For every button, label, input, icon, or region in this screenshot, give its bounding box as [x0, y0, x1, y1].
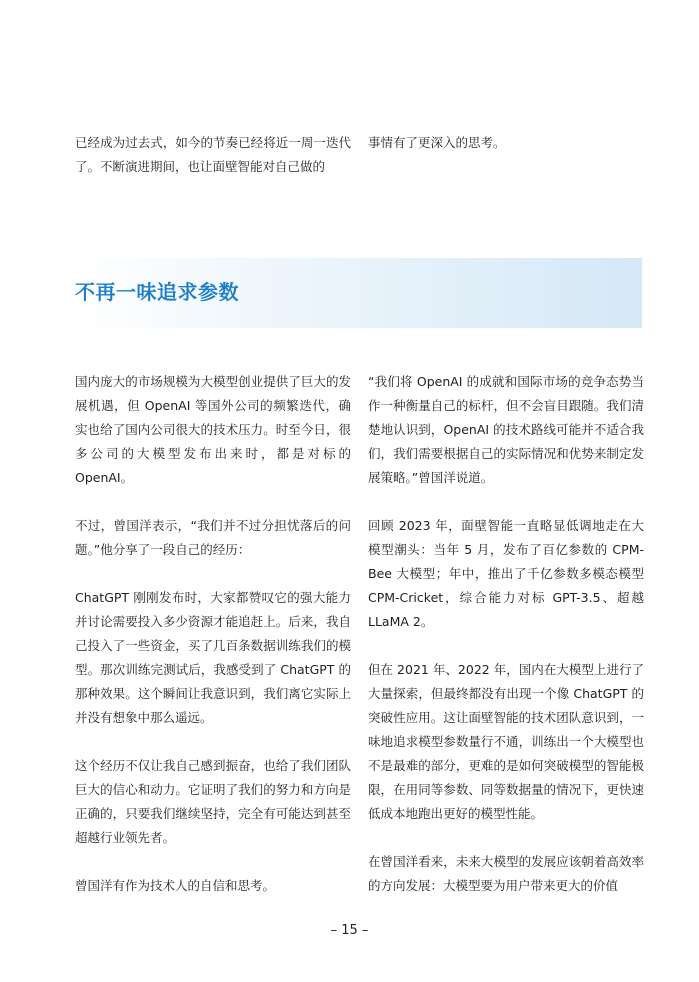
paragraph: “我们将 OpenAI 的成就和国际市场的竞争态势当作一种衡量自己的标杆，但不会盲目跟随。我们清楚地认识到，OpenAI 的技术路线可能并不适合我们，我们需要根据自己的实际情况和优势来制定发展策略。”曾国洋说道。: [368, 374, 644, 485]
body-left-column: [75, 370, 351, 898]
paragraph: 这个经历不仅让我自己感到振奋，也给了我们团队巨大的信心和动力。它证明了我们的努力和方向是正确的，只要我们继续坚持，完全有可能达到甚至超越行业领先者。: [75, 758, 351, 845]
paragraph: 回顾 2023 年，面壁智能一直略显低调地走在大模型潮头：当年 5 月，发布了百亿参数的 CPM-Bee 大模型；年中，推出了千亿参数多模态模型 CPM-Cricket，综合能力对标 GPT-3.5、超越 LLaMA 2。: [368, 518, 644, 629]
paragraph: ChatGPT 刚刚发布时，大家都赞叹它的强大能力并讨论需要投入多少资源才能追赶上。后来，我自己投入了一些资金，买了几百条数据训练我们的模型。那次训练完测试后，我感受到了 ChatGPT 的那种效果。这个瞬间让我意识到，我们离它实际上并没有想象中那么遥远。: [75, 590, 351, 725]
top-right-column: [368, 131, 644, 155]
section-title: 不再一味追求参数: [75, 280, 239, 304]
paragraph: 但在 2021 年、2022 年，国内在大模型上进行了大量探索，但最终都没有出现一个像 ChatGPT 的突破性应用。这让面壁智能的技术团队意识到，一味地追求模型参数量行不通，训练出一个大模型也不是最难的部分，更难的是如何突破模型的智能极限，在用同等参数、同等数据量的情况下，更快速低成本地跑出更好的模型性能。: [368, 662, 644, 821]
paragraph: 在曾国洋看来，未来大模型的发展应该朝着高效率的方向发展：大模型要为用户带来更大的价值: [368, 854, 644, 893]
page-number: – 15 –: [330, 923, 369, 938]
paragraph: 曾国洋有作为技术人的自信和思考。: [75, 878, 276, 893]
paragraph: 事情有了更深入的思考。: [368, 135, 506, 150]
body-right-column: [368, 370, 644, 898]
section-banner: [75, 258, 642, 328]
paragraph: 已经成为过去式，如今的节奏已经将近一周一迭代了。不断演进期间，也让面壁智能对自己做的: [75, 135, 351, 174]
top-left-column: [75, 131, 351, 179]
paragraph: 不过，曾国洋表示，“我们并不过分担忧落后的问题。”他分享了一段自己的经历：: [75, 518, 351, 557]
paragraph: 国内庞大的市场规模为大模型创业提供了巨大的发展机遇，但 OpenAI 等国外公司的频繁迭代，确实也给了国内公司很大的技术压力。时至今日，很多公司的大模型发布出来时，都是对标的 OpenAI。: [75, 374, 351, 485]
